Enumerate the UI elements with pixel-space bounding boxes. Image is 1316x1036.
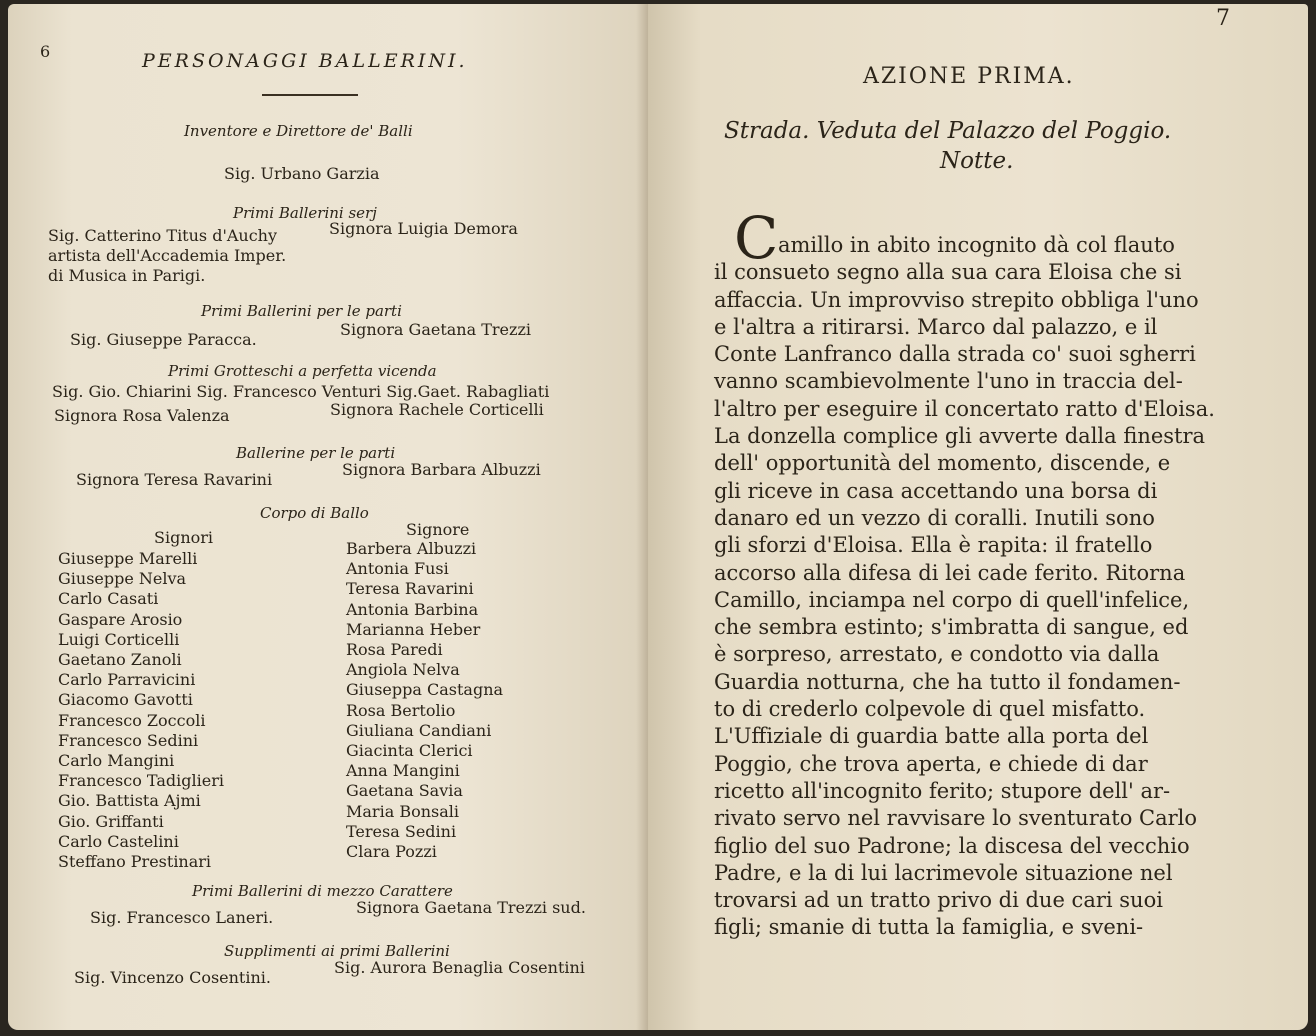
supplimenti-right: Sig. Aurora Benaglia Cosentini: [334, 958, 585, 977]
mezzo-carattere-heading: Primi Ballerini di mezzo Carattere: [192, 882, 453, 900]
mezzo-carattere-right: Signora Gaetana Trezzi sud.: [356, 898, 586, 917]
grotteschi-line-1: Sig. Gio. Chiarini Sig. Francesco Venturi Sig.Gaet. Rabagliati: [52, 382, 550, 401]
signori-list: [58, 549, 224, 872]
signori-list-item: Gio. Battista Ajmi: [58, 791, 201, 811]
primi-parti-heading: Primi Ballerini per le parti: [201, 302, 402, 320]
narrative-line: ricetto all'incognito ferito; stupore dell' ar-: [714, 778, 1171, 803]
narrative-line: e l'altra a ritirarsi. Marco dal palazzo, e il: [714, 314, 1158, 339]
signori-list-item: Carlo Mangini: [58, 751, 175, 771]
signori-list-item: Carlo Parravicini: [58, 670, 196, 690]
drop-cap: C: [734, 204, 779, 272]
signori-list-item: Steffano Prestinari: [58, 852, 212, 872]
left-page-title: PERSONAGGI BALLERINI.: [142, 50, 468, 72]
narrative-line: vanno scambievolmente l'uno in traccia del-: [714, 369, 1183, 394]
right-page-title: AZIONE PRIMA.: [863, 64, 1075, 89]
narrative-line: figlio del suo Padrone; la discesa del vecchio: [714, 833, 1190, 858]
primi-serj-heading: Primi Ballerini serj: [233, 204, 377, 222]
inventore-heading: Inventore e Direttore de' Balli: [184, 122, 413, 140]
ballerine-parti-heading: Ballerine per le parti: [236, 444, 396, 462]
narrative-line: La donzella complice gli avverte dalla finestra: [714, 424, 1206, 449]
signori-list-item: Carlo Castelini: [58, 831, 179, 851]
signori-list-item: Giuseppe Nelva: [58, 569, 187, 589]
narrative-line: dell' opportunità del momento, discende, e: [714, 451, 1171, 476]
narrative-line: che sembra estinto; s'imbratta di sangue, ed: [714, 615, 1189, 640]
signore-list-item: Angiola Nelva: [346, 660, 460, 680]
narrative-line: danaro ed un vezzo di coralli. Inutili sono: [714, 505, 1155, 530]
narrative-line: Padre, e la di lui lacrimevole situazione nel: [714, 860, 1173, 885]
signori-list-item: Francesco Sedini: [58, 730, 199, 750]
narrative-line: il consueto segno alla sua cara Eloisa che si: [714, 260, 1182, 285]
primi-parti-right: Signora Gaetana Trezzi: [340, 320, 531, 339]
signore-list-item: Anna Mangini: [346, 761, 460, 781]
grotteschi-heading: Primi Grotteschi a perfetta vicenda: [168, 362, 437, 380]
signori-list-item: Carlo Casati: [58, 589, 159, 609]
signori-list-item: Gaspare Arosio: [58, 609, 183, 629]
narrative-line: è sorpreso, arrestato, e condotto via dalla: [714, 642, 1160, 667]
narrative-line: gli sforzi d'Eloisa. Ella è rapita: il fratello: [714, 533, 1153, 558]
scene-subtitle-line-2: Notte.: [940, 148, 1014, 174]
signori-list-item: Giuseppe Marelli: [58, 549, 198, 568]
left-page: [8, 4, 648, 1030]
scene-subtitle-line-1: Strada. Veduta del Palazzo del Poggio.: [724, 118, 1172, 144]
supplimenti-left: Sig. Vincenzo Cosentini.: [74, 968, 271, 987]
mezzo-carattere-left: Sig. Francesco Laneri.: [90, 908, 274, 927]
primi-serj-line-3: di Musica in Parigi.: [48, 266, 206, 286]
signori-list-item: Luigi Corticelli: [58, 629, 180, 649]
signore-list-item: Teresa Ravarini: [346, 579, 474, 599]
signore-list: [346, 539, 503, 862]
signore-label: Signore: [406, 520, 470, 539]
corpo-heading: Corpo di Ballo: [260, 504, 369, 522]
supplimenti-heading: Supplimenti ai primi Ballerini: [224, 942, 450, 960]
grotteschi-line-2-left: Signora Rosa Valenza: [54, 406, 230, 425]
narrative-line: gli riceve in casa accettando una borsa di: [714, 478, 1158, 503]
signore-list-item: Teresa Sedini: [346, 821, 457, 841]
inventore-name: Sig. Urbano Garzia: [224, 164, 380, 183]
signori-list-item: Gio. Griffanti: [58, 811, 164, 831]
signore-list-item: Rosa Bertolio: [346, 700, 456, 720]
ballerine-parti-right: Signora Barbara Albuzzi: [342, 460, 541, 479]
primi-serj-left: [48, 226, 286, 287]
right-page-number: 7: [1216, 6, 1230, 31]
signore-list-item: Maria Bonsali: [346, 801, 459, 821]
signori-list-item: Gaetano Zanoli: [58, 650, 182, 670]
narrative-line: trovarsi ad un tratto privo di due cari suoi: [714, 888, 1163, 913]
primi-serj-line-2: artista dell'Accademia Imper.: [48, 246, 287, 266]
narrative-line: Conte Lanfranco dalla strada co' suoi sgherri: [714, 342, 1196, 367]
signore-list-item: Antonia Fusi: [346, 559, 449, 579]
signore-list-item: Gaetana Savia: [346, 781, 463, 801]
signore-list-item: Clara Pozzi: [346, 842, 437, 862]
narrative-line: accorso alla difesa di lei cade ferito. Ritorna: [714, 560, 1186, 585]
primi-serj-right: Signora Luigia Demora: [329, 219, 518, 238]
grotteschi-line-2-right: Signora Rachele Corticelli: [330, 400, 544, 419]
signore-list-item: Giacinta Clerici: [346, 741, 473, 761]
narrative-line: affaccia. Un improvviso strepito obbliga l'uno: [714, 287, 1199, 312]
primi-serj-line-1: Sig. Catterino Titus d'Auchy: [48, 226, 278, 245]
signore-list-item: Antonia Barbina: [346, 599, 479, 619]
narrative-text: [714, 232, 1215, 942]
ballerine-parti-left: Signora Teresa Ravarini: [76, 470, 273, 489]
signori-list-item: Giacomo Gavotti: [58, 690, 193, 710]
signore-list-item: Giuseppa Castagna: [346, 680, 504, 700]
narrative-line: l'altro per eseguire il concertato ratto d'Eloisa.: [714, 396, 1215, 421]
narrative-line: figli; smanie di tutta la famiglia, e sveni-: [714, 915, 1144, 940]
primi-parti-left: Sig. Giuseppe Paracca.: [70, 330, 257, 349]
narrative-line: Camillo, inciampa nel corpo di quell'infelice,: [714, 587, 1190, 612]
signore-list-item: Barbera Albuzzi: [346, 539, 477, 558]
signore-list-item: Rosa Paredi: [346, 640, 443, 660]
title-rule: [262, 94, 358, 96]
signore-list-item: Marianna Heber: [346, 619, 481, 639]
narrative-line: Poggio, che trova aperta, e chiede di dar: [714, 751, 1148, 776]
narrative-line: L'Uffiziale di guardia batte alla porta del: [714, 724, 1149, 749]
narrative-line: rivato servo nel ravvisare lo sventurato Carlo: [714, 806, 1197, 831]
narrative-line: Guardia notturna, che ha tutto il fondamen-: [714, 669, 1181, 694]
left-page-number: 6: [40, 42, 51, 61]
right-page: [648, 4, 1308, 1030]
signori-list-item: Francesco Zoccoli: [58, 710, 206, 730]
signori-list-item: Francesco Tadiglieri: [58, 771, 224, 791]
signori-label: Signori: [154, 528, 214, 547]
narrative-line: amillo in abito incognito dà col flauto: [778, 233, 1175, 257]
signore-list-item: Giuliana Candiani: [346, 720, 492, 740]
narrative-line: to di crederlo colpevole di quel misfatto.: [714, 697, 1146, 722]
